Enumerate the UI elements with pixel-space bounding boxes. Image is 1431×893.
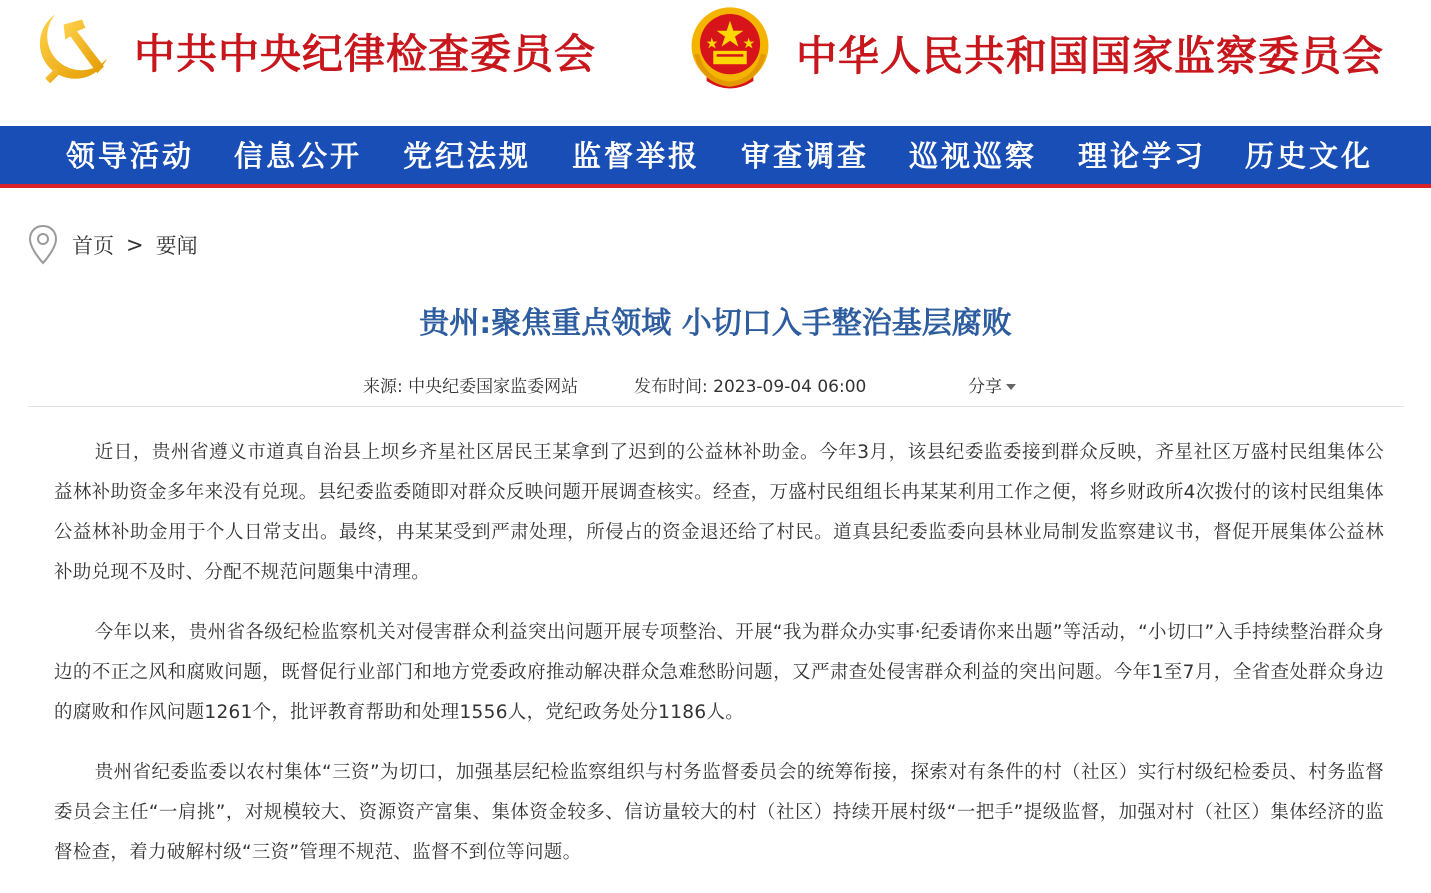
nav-item-leadership[interactable]: 领导活动 [66,139,195,173]
breadcrumb [28,224,198,266]
breadcrumb-separator: > [126,233,144,257]
article-paragraph: 近日，贵州省遵义市道真自治县上坝乡齐星社区居民王某拿到了迟到的公益林补助金。今年3月，该县纪委监委接到群众反映，齐星社区万盛村民组集体公益林补助资金多年来没有兑现。县纪委监委随即对群众反映问题开展调查核实。经查，万盛村民组组长冉某某利用工作之便，将乡财政所4次拨付的该村民组集体公益林补助金用于个人日常支出。最终，冉某某受到严肃处理，所侵占的资金退还给了村民。道真县纪委监委向县林业局制发监察建议书，督促开展集体公益林补助兑现不及时、分配不规范问题集中清理。 [54,442,1384,583]
nsc-title: 中华人民共和国国家监察委员会 [796,31,1384,80]
divider [28,406,1404,407]
nav-item-info[interactable]: 信息公开 [234,139,363,173]
article-source: 来源: 中央纪委国家监委网站 [363,377,579,397]
main-nav [0,126,1431,188]
nav-item-investigation[interactable]: 审查调查 [741,139,870,173]
chevron-down-icon [1006,384,1016,390]
nav-item-history[interactable]: 历史文化 [1245,139,1374,173]
breadcrumb-current[interactable]: 要闻 [155,234,198,258]
nsc-logo[interactable] [688,4,1384,100]
article-title: 贵州:聚焦重点领域 小切口入手整治基层腐败 [419,306,1012,341]
nav-item-theory[interactable]: 理论学习 [1078,139,1207,173]
nav-item-inspection[interactable]: 巡视巡察 [909,139,1038,173]
location-pin-icon [28,224,58,266]
article-publish-time: 发布时间: 2023-09-04 06:00 [634,377,867,397]
article-paragraph: 贵州省纪委监委以农村集体“三资”为切口，加强基层纪检监察组织与村务监督委员会的统筹衔接，探索对有条件的村（社区）实行村级纪检委员、村务监督委员会主任“一肩挑”，对规模较大、资源资产富集、集体资金较多、信访量较大的村（社区）持续开展村级“一把手”提级监督，加强对村（社区）集体经济的监督检查，着力破解村级“三资”管理不规范、监督不到位等问题。 [54,762,1384,863]
breadcrumb-home[interactable]: 首页 [72,234,114,258]
hammer-sickle-icon [30,6,114,94]
nav-item-regulations[interactable]: 党纪法规 [403,139,532,173]
nav-item-report[interactable]: 监督举报 [572,139,701,173]
article-paragraph: 今年以来，贵州省各级纪检监察机关对侵害群众利益突出问题开展专项整治、开展“我为群众办实事·纪委请你来出题”等活动，“小切口”入手持续整治群众身边的不正之风和腐败问题，既督促行业部门和地方党委政府推动解决群众急难愁盼问题，又严肃查处侵害群众利益的突出问题。今年1至7月，全省查处群众身边的腐败和作风问题1261个，批评教育帮助和处理1556人，党纪政务处分1186人。 [54,622,1384,723]
ccdi-title: 中共中央纪律检查委员会 [134,29,596,78]
share-button[interactable] [968,372,1016,397]
site-header [0,0,1431,126]
share-label: 分享 [968,377,1002,397]
national-emblem-icon [688,4,772,100]
article-body [54,433,1384,893]
ccdi-logo[interactable] [30,6,596,94]
